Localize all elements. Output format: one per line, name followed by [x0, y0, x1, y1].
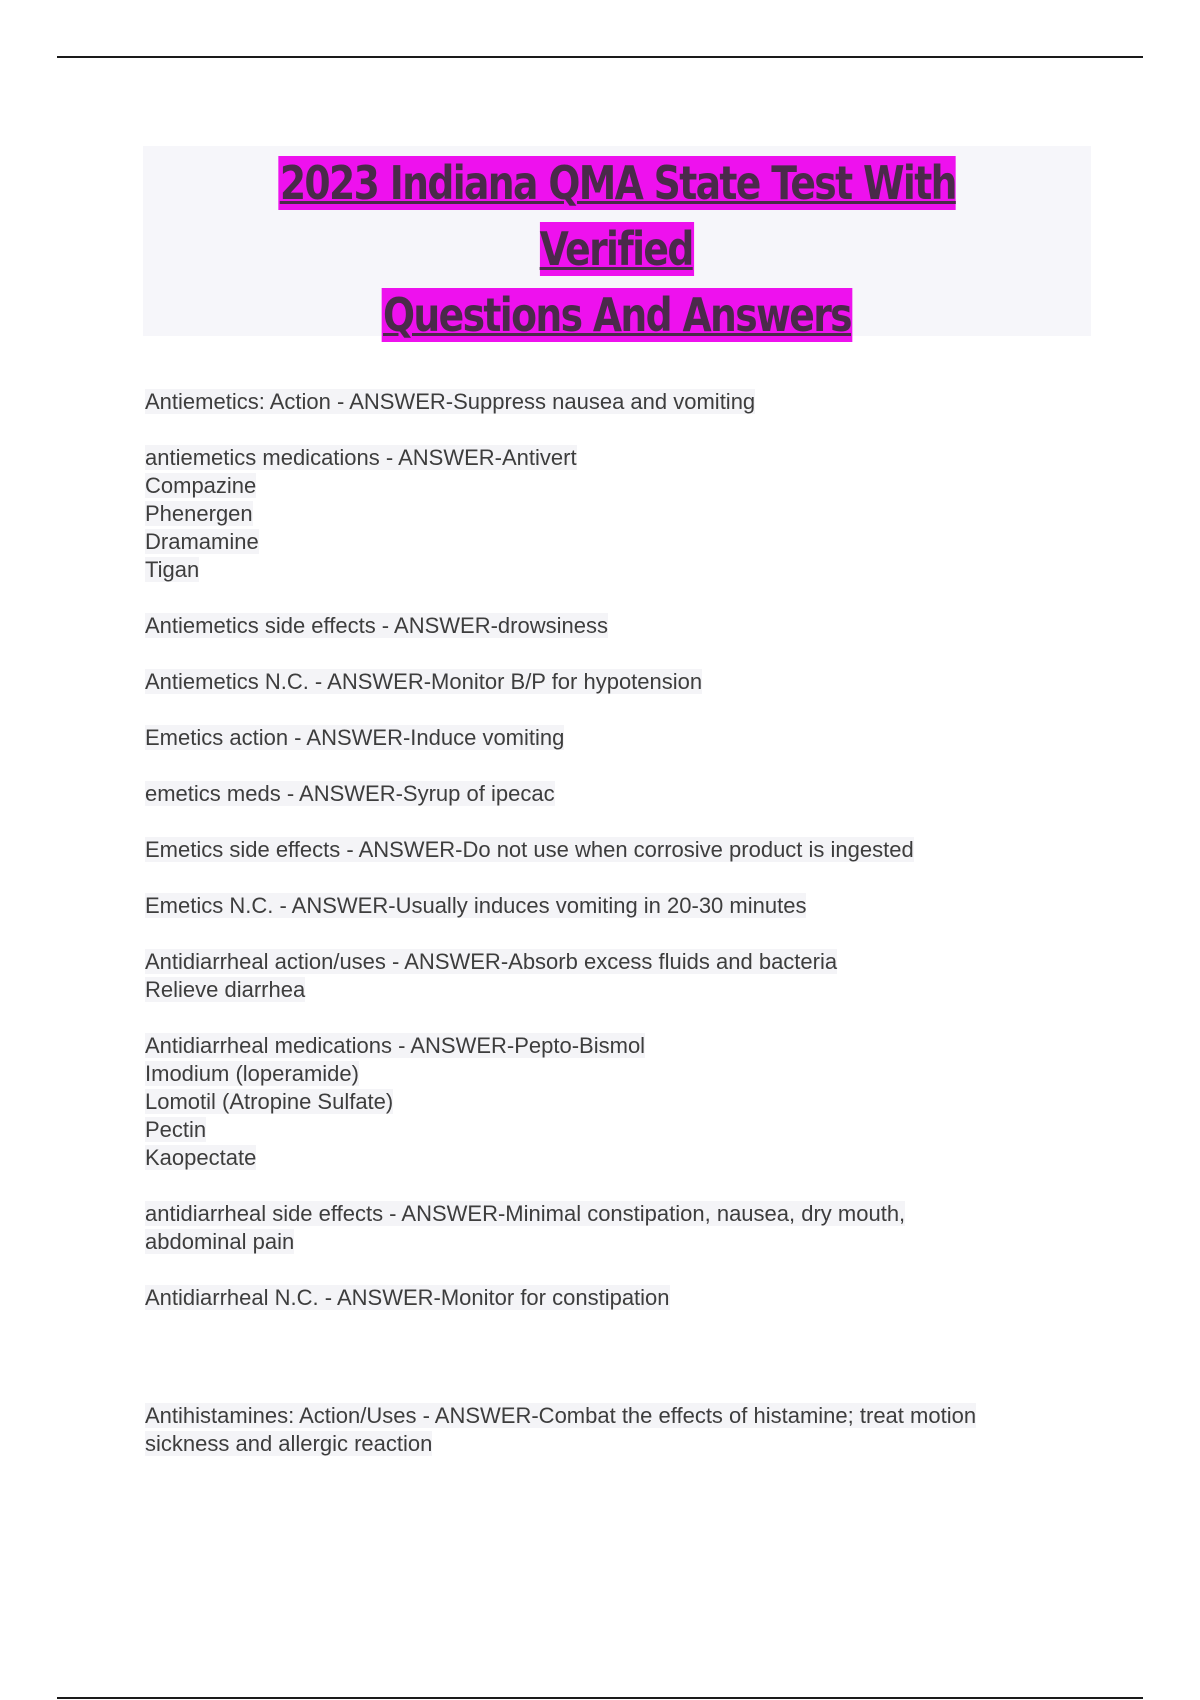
qa-line-text: Antidiarrheal action/uses - ANSWER-Absorb excess fluids and bacteria: [145, 949, 838, 974]
qa-line-text: Dramamine: [145, 529, 259, 554]
qa-line-text: antiemetics medications - ANSWER-Antivert: [145, 445, 577, 470]
qa-line-text: Antiemetics side effects - ANSWER-drowsiness: [145, 613, 608, 638]
qa-line-text: Antiemetics N.C. - ANSWER-Monitor B/P for hypotension: [145, 669, 703, 694]
qa-item: [145, 612, 1105, 640]
qa-item: [145, 780, 1105, 808]
qa-line: [145, 612, 1105, 640]
qa-line-text: Antiemetics: Action - ANSWER-Suppress nausea and vomiting: [145, 389, 756, 414]
qa-line: [145, 500, 1105, 528]
qa-line: [145, 836, 1105, 864]
qa-line-text: Antidiarrheal medications - ANSWER-Pepto-Bismol: [145, 1033, 646, 1058]
qa-line: [145, 1116, 1105, 1144]
qa-item: [145, 1284, 1105, 1312]
qa-line-text: Relieve diarrhea: [145, 977, 306, 1002]
qa-item: [145, 1200, 1105, 1256]
qa-line-text: Imodium (loperamide): [145, 1061, 359, 1086]
qa-line-text: Kaopectate: [145, 1145, 257, 1170]
qa-line-text: Emetics side effects - ANSWER-Do not use when corrosive product is ingested: [145, 837, 914, 862]
qa-line: [145, 780, 1105, 808]
qa-line: [145, 976, 1105, 1004]
qa-line: [145, 1088, 1105, 1116]
qa-line: [145, 528, 1105, 556]
qa-item: [145, 1032, 1105, 1172]
qa-line-text: Antidiarrheal N.C. - ANSWER-Monitor for constipation: [145, 1285, 670, 1310]
qa-line: [145, 668, 1105, 696]
qa-line: [145, 1228, 1105, 1256]
qa-line: [145, 948, 1105, 976]
qa-line: [145, 892, 1105, 920]
qa-line-text: Emetics action - ANSWER-Induce vomiting: [145, 725, 565, 750]
qa-line-text: antidiarrheal side effects - ANSWER-Minimal constipation, nausea, dry mouth,: [145, 1201, 906, 1226]
qa-line-text: Emetics N.C. - ANSWER-Usually induces vomiting in 20-30 minutes: [145, 893, 807, 918]
qa-line-text: emetics meds - ANSWER-Syrup of ipecac: [145, 781, 555, 806]
qa-item: [145, 836, 1105, 864]
qa-line-text: Pectin: [145, 1117, 207, 1142]
qa-list: [145, 388, 1105, 1486]
qa-line: [145, 556, 1105, 584]
qa-item: [145, 444, 1105, 584]
qa-line-text: Phenergen: [145, 501, 253, 526]
title-line-1: 2023 Indiana QMA State Test With Verified: [279, 156, 956, 276]
qa-line-text: sickness and allergic reaction: [145, 1431, 433, 1456]
qa-item: [145, 388, 1105, 416]
qa-line: [145, 1284, 1105, 1312]
top-rule: [57, 56, 1143, 58]
qa-line-text: Antihistamines: Action/Uses - ANSWER-Combat the effects of histamine; treat motion: [145, 1403, 977, 1428]
qa-line: [145, 388, 1105, 416]
qa-line-text: abdominal pain: [145, 1229, 295, 1254]
qa-item: [145, 1402, 1105, 1458]
qa-line: [145, 1144, 1105, 1172]
qa-item: [145, 724, 1105, 752]
bottom-rule: [57, 1697, 1143, 1699]
qa-line: [145, 1032, 1105, 1060]
qa-line: [145, 1430, 1105, 1458]
title-line-2: Questions And Answers: [383, 288, 851, 342]
qa-line: [145, 1060, 1105, 1088]
qa-line-text: Lomotil (Atropine Sulfate): [145, 1089, 394, 1114]
qa-line-text: Tigan: [145, 557, 200, 582]
qa-line: [145, 472, 1105, 500]
document-title: [228, 150, 1005, 348]
qa-line: [145, 444, 1105, 472]
qa-line-text: Compazine: [145, 473, 257, 498]
qa-line: [145, 724, 1105, 752]
qa-line: [145, 1402, 1105, 1430]
qa-item: [145, 948, 1105, 1004]
qa-line: [145, 1200, 1105, 1228]
qa-item: [145, 892, 1105, 920]
qa-item: [145, 668, 1105, 696]
